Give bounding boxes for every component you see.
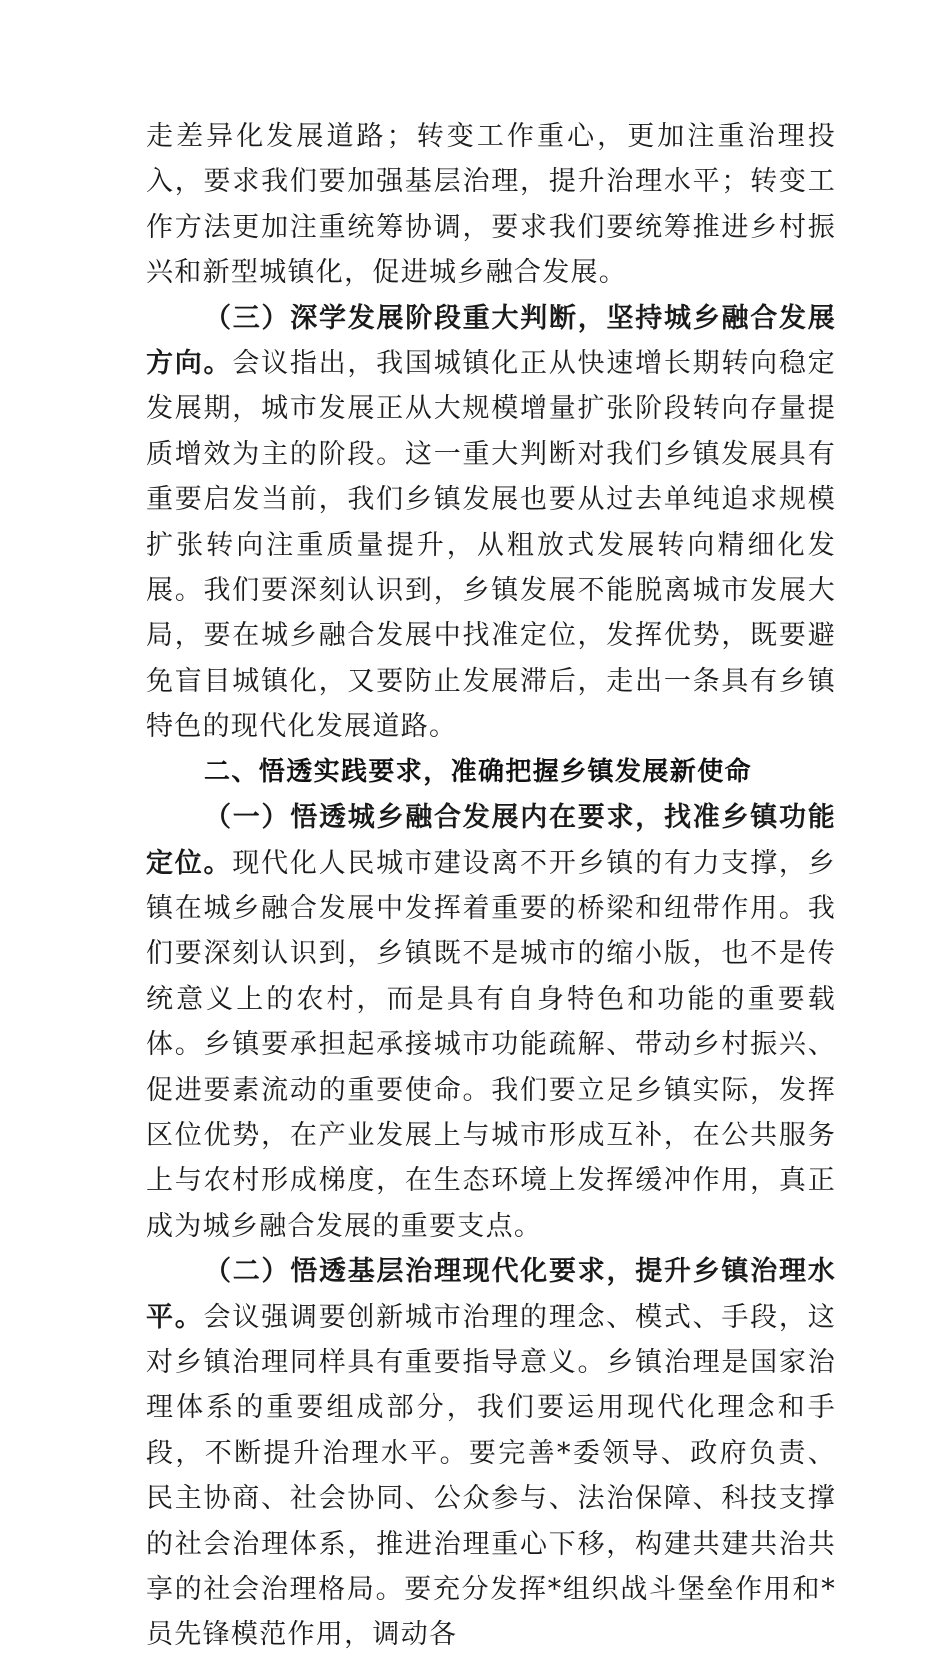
paragraph-subsection-one bbox=[146, 795, 836, 1249]
paragraph-body: 会议强调要创新城市治理的理念、模式、手段，这对乡镇治理同样具有重要指导意义。乡镇治理是国家治理体系的重要组成部分，我们要运用现代化理念和手段，不断提升治理水平。要完善*委领导、政府负责、民主协商、社会协同、公众参与、法治保障、科技支撑的社会治理体系，推进治理重心下移，构建共建共治共享的社会治理格局。要充分发挥*组织战斗堡垒作用和*员先锋模范作用，调动各 bbox=[146, 1301, 836, 1651]
subheading-section-three: （三）深学发展阶段重大判断，坚持城乡融合发展方向。 bbox=[146, 302, 836, 380]
paragraph-body: 会议指出，我国城镇化正从快速增长期转向稳定发展期，城市发展正从大规模增量扩张阶段转向存量提质增效为主的阶段。这一重大判断对我们乡镇发展具有重要启发当前，我们乡镇发展也要从过去单纯追求规模扩张转向注重质量提升，从粗放式发展转向精细化发展。我们要深刻认识到，乡镇发展不能脱离城市发展大局，要在城乡融合发展中找准定位，发挥优势，既要避免盲目城镇化，又要防止发展滞后，走出一条具有乡镇特色的现代化发展道路。 bbox=[146, 348, 836, 743]
subheading-subsection-two: （二）悟透基层治理现代化要求，提升乡镇治理水平。 bbox=[146, 1256, 836, 1333]
subheading-subsection-one: （一）悟透城乡融合发展内在要求，找准乡镇功能定位。 bbox=[146, 802, 836, 879]
section-heading-two: 二、悟透实践要求，准确把握乡镇发展新使命 bbox=[204, 756, 753, 787]
body-text bbox=[146, 114, 836, 1658]
paragraph-subsection-two bbox=[146, 1249, 836, 1658]
paragraph-section-three bbox=[146, 296, 836, 750]
paragraph-body: 现代化人民城市建设离不开乡镇的有力支撑，乡镇在城乡融合发展中发挥着重要的桥梁和纽带作用。我们要深刻认识到，乡镇既不是城市的缩小版，也不是传统意义上的农村，而是具有自身特色和功能的重要载体。乡镇要承担起承接城市功能疏解、带动乡村振兴、促进要素流动的重要使命。我们要立足乡镇实际，发挥区位优势，在产业发展上与城市形成互补，在公共服务上与农村形成梯度，在生态环境上发挥缓冲作用，真正成为城乡融合发展的重要支点。 bbox=[146, 847, 836, 1242]
paragraph-continuation: 走差异化发展道路；转变工作重心，更加注重治理投入，要求我们要加强基层治理，提升治理水平；转变工作方法更加注重统筹协调，要求我们要统筹推进乡村振兴和新型城镇化，促进城乡融合发展。 bbox=[146, 121, 836, 289]
